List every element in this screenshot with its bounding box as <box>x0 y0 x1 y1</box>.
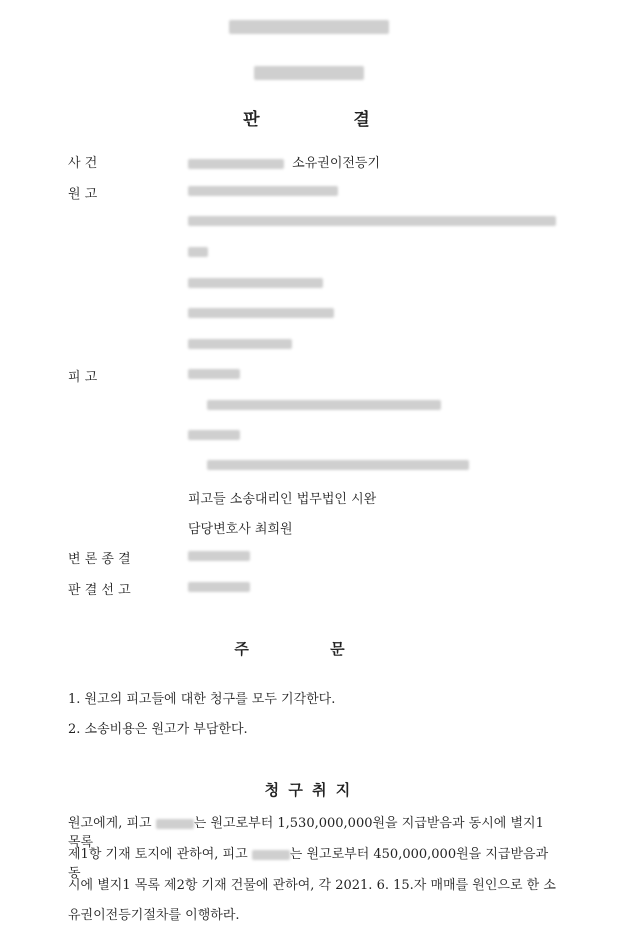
closing-date-redacted <box>188 548 250 563</box>
closing-row <box>68 548 186 567</box>
court-name-redacted <box>0 16 617 35</box>
sentencing-label: 판 결 선 고 <box>68 583 131 598</box>
sentencing-date-redacted <box>188 579 250 594</box>
case-row <box>68 152 186 171</box>
plaintiff-line-2-redacted <box>188 213 556 228</box>
plaintiff-line-5-redacted <box>188 305 334 320</box>
court-division-redacted <box>0 62 617 81</box>
sentencing-row <box>68 579 186 598</box>
plaintiff-line-1-redacted <box>188 183 338 198</box>
claim-line-4: 유권이전등기절차를 이행하라. <box>68 908 240 923</box>
claim-line-1: 원고에게, 피고 는 원고로부터 1,530,000,000원을 지급받음과 동시에 별지1 목록 <box>68 816 544 850</box>
plaintiff-line-4-redacted <box>188 275 323 290</box>
claim-line-2: 제1항 기재 토지에 관하여, 피고 는 원고로부터 450,000,000원을 지급받음과 동 <box>68 847 549 881</box>
order-item-1: 1. 원고의 피고들에 대한 청구를 모두 기각한다. <box>68 692 336 707</box>
case-suffix: 소유권이전등기 <box>292 156 381 171</box>
defendant-row <box>68 366 186 385</box>
defendant-1-name-redacted <box>188 366 240 381</box>
plaintiff-line-3-redacted <box>188 244 208 259</box>
plaintiff-row <box>68 183 186 202</box>
defendant-counsel: 피고들 소송대리인 법무법인 시완 <box>188 492 377 507</box>
case-value <box>188 152 380 171</box>
defendant-2-address-redacted <box>207 457 469 472</box>
defendant-1-address-redacted <box>207 397 441 412</box>
judgment-title-char-1: 판 <box>243 110 264 130</box>
defendant-2-name-redacted <box>188 427 240 442</box>
order-title: 주 문 <box>234 640 383 658</box>
case-label: 사 건 <box>68 156 98 171</box>
closing-label: 변 론 종 결 <box>68 552 131 567</box>
claim-title: 청 구 취 지 <box>264 781 353 799</box>
defendant-lawyer: 담당변호사 최희원 <box>188 522 293 537</box>
plaintiff-line-6-redacted <box>188 336 292 351</box>
judgment-title-char-2: 결 <box>353 110 374 130</box>
judgment-title <box>0 105 617 130</box>
claim-line-3: 시에 별지1 목록 제2항 기재 건물에 관하여, 각 2021. 6. 15.자 매매를 원인으로 한 소 <box>68 878 556 893</box>
order-item-2: 2. 소송비용은 원고가 부담한다. <box>68 722 248 737</box>
plaintiff-label: 원 고 <box>68 187 98 202</box>
defendant-label: 피 고 <box>68 370 98 385</box>
